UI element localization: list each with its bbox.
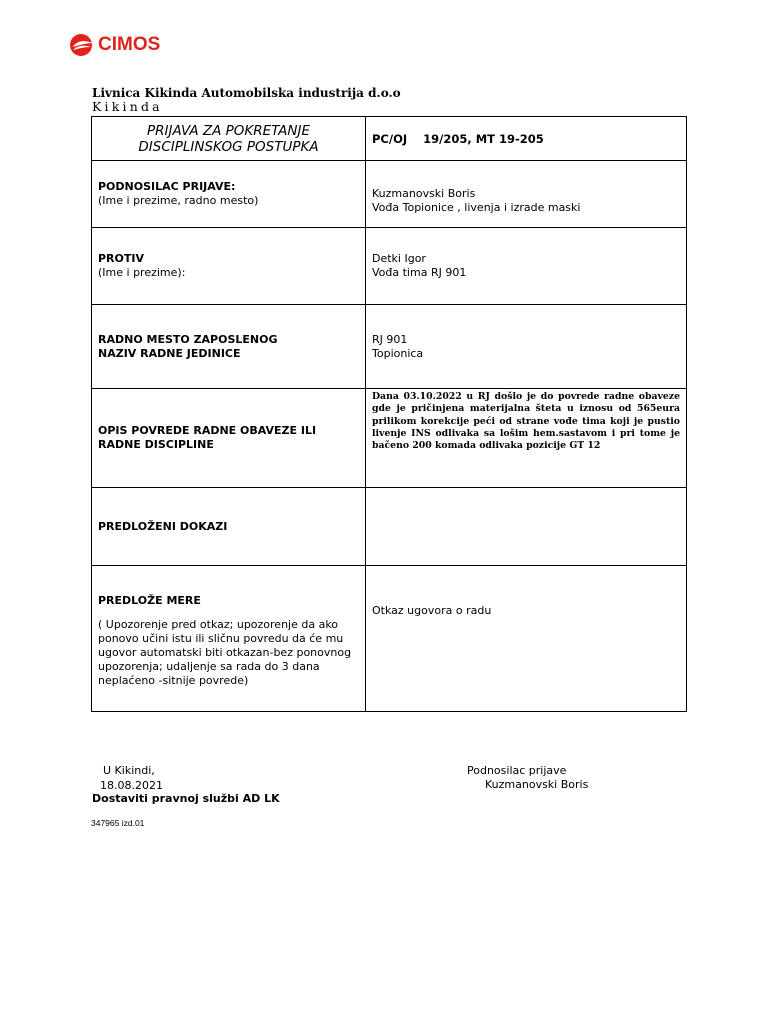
form-title-line2: DISCIPLINSKOG POSTUPKA	[138, 138, 319, 155]
form-title-row	[92, 117, 687, 161]
form-title	[92, 117, 366, 161]
table-row	[92, 488, 687, 566]
row-label: RADNO MESTO ZAPOSLENOG	[98, 332, 278, 346]
row-value-line1: Detki Igor	[372, 252, 426, 265]
row-sublabel: ( Upozorenje pred otkaz; upozorenje da ako ponovo učini istu ili sličnu povredu da će mu ugovor automatski biti otkazan-bez ponovnog upozorenja; udaljenje sa rada do 3 dana neplaćeno -sitnije povrede)	[98, 617, 352, 687]
signer-label: Podnosilac prijave	[467, 764, 567, 777]
table-row	[92, 305, 687, 389]
row-label: PODNOSILAC PRIJAVE:	[98, 180, 236, 193]
row-label-cell	[92, 488, 366, 566]
signer-name: Kuzmanovski Boris	[485, 778, 589, 791]
footer-deliver: Dostaviti pravnoj službi AD LK	[92, 792, 280, 805]
cimos-logo-icon	[69, 33, 95, 57]
table-row	[92, 161, 687, 228]
footer-date: 18.08.2021	[100, 779, 163, 792]
form-reference: PC/OJ 19/205, MT 19-205	[366, 117, 687, 161]
table-row	[92, 228, 687, 305]
table-row	[92, 566, 687, 712]
row-label: PROTIV	[98, 252, 144, 265]
row-value-cell	[366, 305, 687, 389]
row-label-cell	[92, 228, 366, 305]
row-label-cell	[92, 161, 366, 228]
row-sublabel: NAZIV RADNE JEDINICE	[98, 346, 241, 360]
company-name: Livnica Kikinda Automobilska industrija d.o.o	[92, 86, 401, 100]
row-value-line1: Kuzmanovski Boris	[372, 187, 476, 200]
row-label: PREDLOŽE MERE	[98, 593, 201, 607]
row-sublabel: (Ime i prezime, radno mesto)	[98, 194, 259, 207]
row-label-cell	[92, 566, 366, 712]
row-value-cell	[366, 161, 687, 228]
disciplinary-form-table	[91, 116, 687, 712]
row-sublabel: (Ime i prezime):	[98, 266, 186, 279]
company-city: Kikinda	[92, 99, 163, 114]
row-value-line1: Otkaz ugovora o radu	[372, 604, 492, 617]
row-label: OPIS POVREDE RADNE OBAVEZE ILI	[98, 424, 317, 437]
logo-text: CIMOS	[98, 34, 161, 55]
row-sublabel: RADNE DISCIPLINE	[98, 438, 214, 451]
row-label: PREDLOŽENI DOKAZI	[98, 519, 228, 533]
cimos-logo	[69, 33, 160, 57]
row-value-line2: Vođa Topionice , livenja i izrade maski	[372, 201, 581, 214]
table-row	[92, 389, 687, 488]
document-code: 347965 izd.01	[91, 818, 145, 828]
row-value-line1: RJ 901	[372, 332, 408, 346]
violation-description: Dana 03.10.2022 u RJ došlo je do povrede radne obaveze gde je pričinjena materijalna šteta u iznosu od 565eura prilikom korekcije peći od strane vođe tima koji je pustio livenje INS odlivaka sa lošim hem.sastavom i pri tome je bačeno 200 komada odlivaka pozicije GT 12	[366, 389, 687, 488]
row-value-cell	[366, 228, 687, 305]
footer-place: U Kikindi,	[103, 764, 155, 777]
row-label-cell	[92, 305, 366, 389]
row-value-line2: Topionica	[372, 346, 424, 360]
evidence-value	[366, 488, 687, 566]
measure-value	[366, 566, 687, 712]
form-title-line1: PRIJAVA ZA POKRETANJE	[146, 122, 311, 139]
row-label-cell	[92, 389, 366, 488]
row-value-line2: Vođa tima RJ 901	[372, 266, 467, 279]
